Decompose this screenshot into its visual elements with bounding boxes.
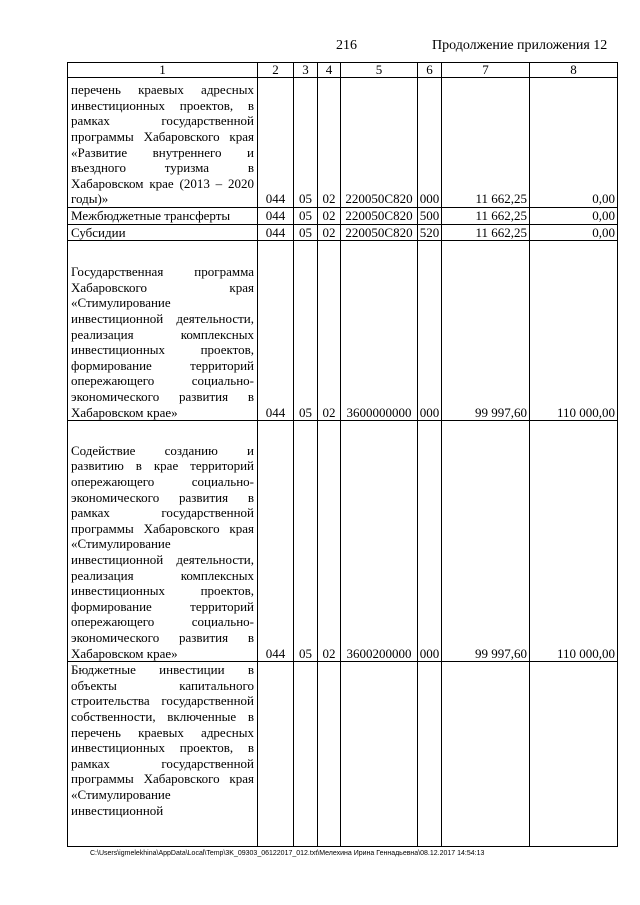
row-amount-2: 110 000,00 (530, 421, 618, 662)
column-header: 3 (294, 63, 318, 78)
row-code: 044 (258, 208, 294, 225)
row-section: 05 (294, 421, 318, 662)
column-header: 5 (341, 63, 418, 78)
row-amount-2: 0,00 (530, 224, 618, 241)
page-number: 216 (336, 38, 357, 53)
row-subsection: 02 (318, 241, 341, 421)
row-code: 044 (258, 224, 294, 241)
budget-table (67, 62, 618, 847)
column-header: 1 (68, 63, 258, 78)
row-section (294, 662, 318, 847)
row-amount-1: 11 662,25 (442, 224, 530, 241)
table-header-row (68, 63, 618, 78)
row-code: 044 (258, 241, 294, 421)
row-subsection (318, 662, 341, 847)
row-name: Бюджетные инвестиции в объекты капитального строительства государственной собственности, включенные в перечень краевых адресных инвестиционных проектов, в рамках государственной программы Хабаровского края «Стимулирование инвестиционной (68, 662, 258, 847)
column-header: 7 (442, 63, 530, 78)
row-target: 220050C820 (341, 78, 418, 208)
column-header: 4 (318, 63, 341, 78)
row-type: 000 (418, 421, 442, 662)
row-section: 05 (294, 78, 318, 208)
row-subsection: 02 (318, 78, 341, 208)
row-type: 000 (418, 78, 442, 208)
row-type: 520 (418, 224, 442, 241)
row-target: 220050C820 (341, 224, 418, 241)
row-section: 05 (294, 208, 318, 225)
row-subsection: 02 (318, 421, 341, 662)
row-name: перечень краевых адресных инвестиционных проектов, в рамках государственной программы Хабаровского края «Развитие внутреннего и въездного туризма в Хабаровском крае (2013 – 2020 годы)» (68, 78, 258, 208)
row-amount-2: 0,00 (530, 208, 618, 225)
row-amount-1: 11 662,25 (442, 208, 530, 225)
table-row (68, 662, 618, 847)
table-row (68, 241, 618, 421)
row-amount-2: 110 000,00 (530, 241, 618, 421)
column-header: 2 (258, 63, 294, 78)
row-code (258, 662, 294, 847)
row-target: 220050C820 (341, 208, 418, 225)
appendix-continuation-note: Продолжение приложения 12 (432, 38, 608, 53)
row-amount-2: 0,00 (530, 78, 618, 208)
row-subsection: 02 (318, 208, 341, 225)
row-amount-1: 99 997,60 (442, 241, 530, 421)
row-amount-2 (530, 662, 618, 847)
row-name: Государственная программа Хабаровского края «Стимулирование инвестиционной деятельности, реализация комплексных инвестиционных проектов, формирование территорий опережающего социально-экономического развития в Хабаровском крае» (68, 241, 258, 421)
row-name: Субсидии (68, 224, 258, 241)
row-section: 05 (294, 241, 318, 421)
row-amount-1 (442, 662, 530, 847)
row-code: 044 (258, 421, 294, 662)
row-type: 500 (418, 208, 442, 225)
row-subsection: 02 (318, 224, 341, 241)
row-name: Межбюджетные трансферты (68, 208, 258, 225)
footer-file-path: C:\Users\igmelekhina\AppData\Local\Temp\3K_09303_06122017_012.txt\Мелехина Ирина Геннадьевна\08.12.2017 14:54:13 (90, 850, 485, 857)
table-row (68, 224, 618, 241)
row-code: 044 (258, 78, 294, 208)
row-type (418, 662, 442, 847)
row-target: 3600000000 (341, 241, 418, 421)
row-type: 000 (418, 241, 442, 421)
row-target: 3600200000 (341, 421, 418, 662)
column-header: 6 (418, 63, 442, 78)
row-section: 05 (294, 224, 318, 241)
column-header: 8 (530, 63, 618, 78)
table-row (68, 208, 618, 225)
table-row (68, 421, 618, 662)
row-amount-1: 11 662,25 (442, 78, 530, 208)
row-target (341, 662, 418, 847)
row-amount-1: 99 997,60 (442, 421, 530, 662)
row-name: Содействие созданию и развитию в крае территорий опережающего социально-экономического развития в рамках государственной программы Хабаровского края «Стимулирование инвестиционной деятельности, реализация комплексных инвестиционных проектов, формирование территорий опережающего социально-экономического развития в Хабаровском крае» (68, 421, 258, 662)
table-row (68, 78, 618, 208)
